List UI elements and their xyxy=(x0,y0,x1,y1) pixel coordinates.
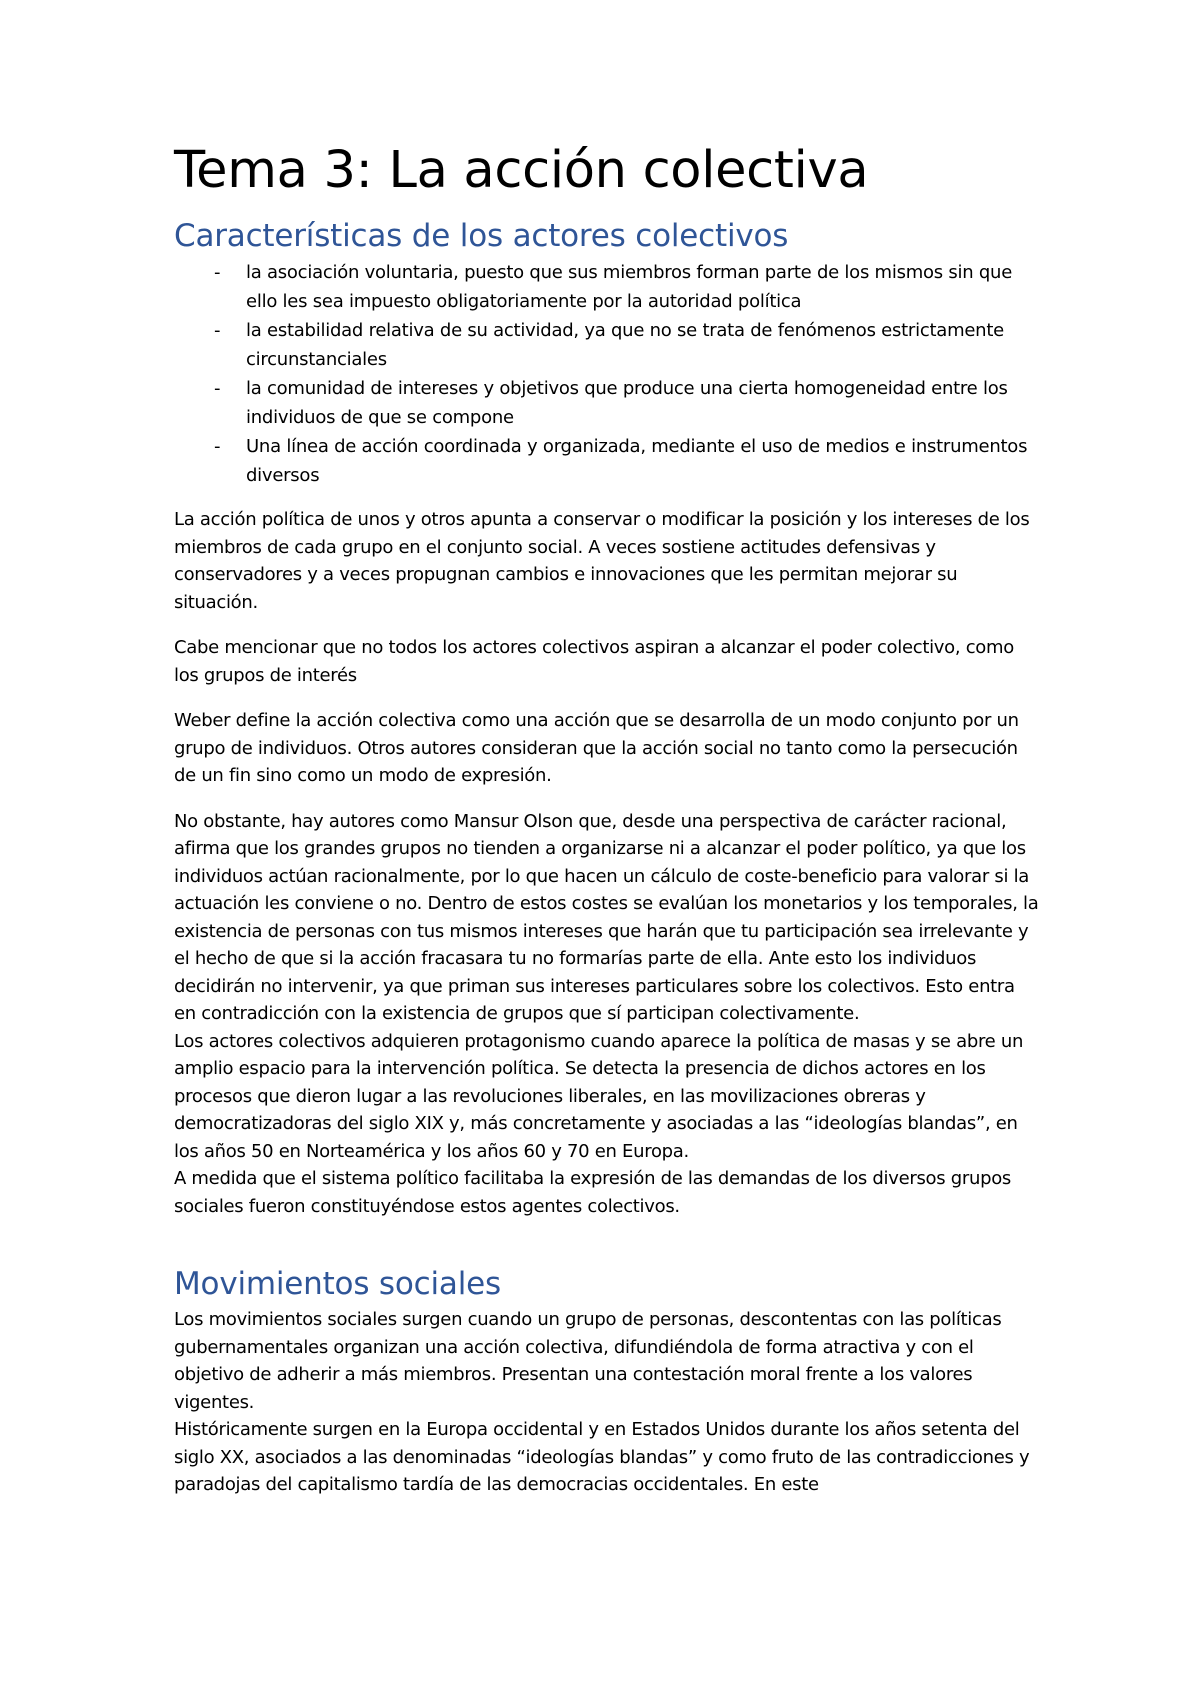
bullet-dash: - xyxy=(214,378,221,399)
list-item xyxy=(174,374,1042,432)
list-item-text: la estabilidad relativa de su actividad, ya que no se trata de fenómenos estrictamente circunstanciales xyxy=(246,320,1004,370)
characteristics-list xyxy=(174,258,1042,490)
list-item-text: Una línea de acción coordinada y organizada, mediante el uso de medios e instrumentos diversos xyxy=(246,436,1028,486)
list-item xyxy=(174,316,1042,374)
list-item-text: la comunidad de intereses y objetivos que produce una cierta homogeneidad entre los individuos de que se compone xyxy=(246,378,1008,428)
paragraph-weber: Weber define la acción colectiva como una acción que se desarrolla de un modo conjunto por un grupo de individuos. Otros autores consideran que la acción social no tanto como la persecución de un fin sino como un modo de expresión. xyxy=(174,710,1019,786)
paragraph-sistema-politico: A medida que el sistema político facilitaba la expresión de las demandas de los diversos grupos sociales fueron constituyéndose estos agentes colectivos. xyxy=(174,1168,1012,1217)
list-item xyxy=(174,432,1042,490)
document-page xyxy=(174,140,1042,1499)
list-item-text: la asociación voluntaria, puesto que sus miembros forman parte de los mismos sin que ello les sea impuesto obligatoriamente por la autoridad política xyxy=(246,262,1013,312)
paragraph-movimientos-surgen: Los movimientos sociales surgen cuando un grupo de personas, descontentas con las políticas gubernamentales organizan una acción colectiva, difundiéndola de forma atractiva y con el objetivo de adherir a más miembros. Presentan una contestación moral frente a los valores vigentes. xyxy=(174,1309,1002,1413)
paragraph-historicamente: Históricamente surgen en la Europa occidental y en Estados Unidos durante los años setenta del siglo XX, asociados a las denominadas “ideologías blandas” y como fruto de las contradicciones y paradojas del capitalismo tardía de las democracias occidentales. En este xyxy=(174,1419,1030,1495)
paragraph-cabe-mencionar: Cabe mencionar que no todos los actores colectivos aspiran a alcanzar el poder colectivo, como los grupos de interés xyxy=(174,637,1014,686)
list-item xyxy=(174,258,1042,316)
document-title: Tema 3: La acción colectiva xyxy=(174,141,869,200)
bullet-dash: - xyxy=(214,320,221,341)
paragraph-accion-politica: La acción política de unos y otros apunta a conservar o modificar la posición y los intereses de los miembros de cada grupo en el conjunto social. A veces sostiene actitudes defensivas y conservadores y a veces propugnan cambios e innovaciones que les permitan mejorar su situación. xyxy=(174,509,1030,613)
bullet-dash: - xyxy=(214,436,221,457)
paragraph-olson: No obstante, hay autores como Mansur Olson que, desde una perspectiva de carácter racional, afirma que los grandes grupos no tienden a organizarse ni a alcanzar el poder político, ya que los individuos actúan racionalmente, por lo que hacen un cálculo de coste-beneficio para valorar si la actuación les conviene o no. Dentro de estos costes se evalúan los monetarios y los temporales, la existencia de personas con tus mismos intereses que harán que tu participación sea irrelevante y el hecho de que si la acción fracasara tu no formarías parte de ella. Ante esto los individuos decidirán no intervenir, ya que priman sus intereses particulares sobre los colectivos. Esto entra en contradicción con la existencia de grupos que sí participan colectivamente. xyxy=(174,810,1039,1024)
section-heading-movimientos: Movimientos sociales xyxy=(174,1266,501,1302)
paragraph-protagonismo: Los actores colectivos adquieren protagonismo cuando aparece la política de masas y se abre un amplio espacio para la intervención política. Se detecta la presencia de dichos actores en los procesos que dieron lugar a las revoluciones liberales, en las movilizaciones obreras y democratizadoras del siglo XIX y, más concretamente y asociadas a las “ideologías blandas”, en los años 50 en Norteamérica y los años 60 y 70 en Europa. xyxy=(174,1030,1024,1162)
section-heading-caracteristicas: Características de los actores colectivos xyxy=(174,218,789,254)
bullet-dash: - xyxy=(214,262,221,283)
